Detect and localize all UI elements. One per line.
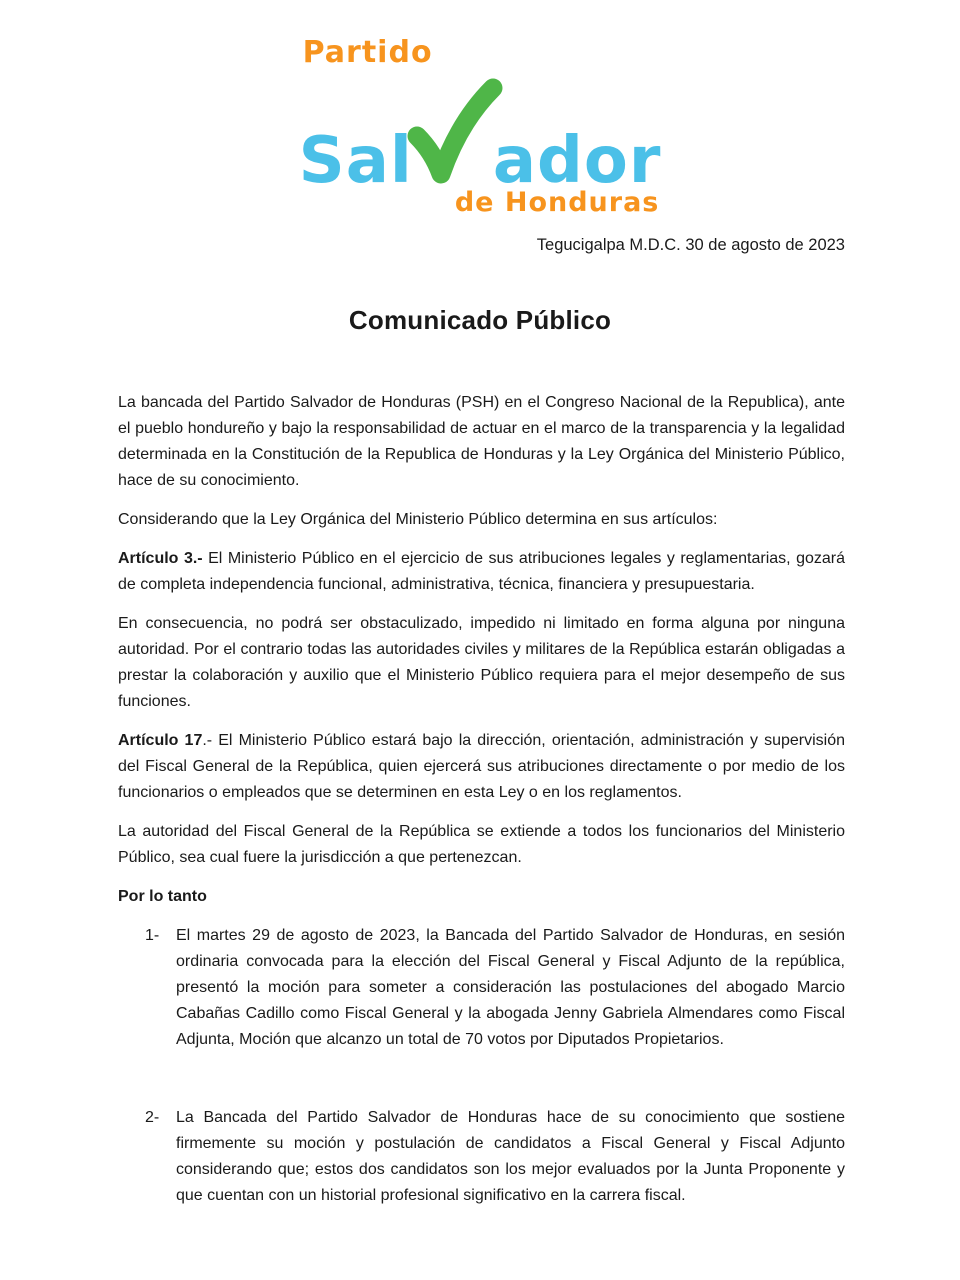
dateline: Tegucigalpa M.D.C. 30 de agosto de 2023 (536, 236, 845, 254)
paragraph-consecuencia: En consecuencia, no podrá ser obstaculizado, impedido ni limitado en forma alguna por ninguna autoridad. Por el contrario todas las autoridades civiles y militares de la República estarán obligadas a prestar la colaboración y auxilio que el Ministerio Público requiera para el mejor desempeño de sus funciones. (118, 615, 845, 710)
logo-salvador-post: ador (492, 124, 662, 198)
list-item-text: El martes 29 de agosto de 2023, la Bancada del Partido Salvador de Honduras, en sesión ordinaria convocada para la elección del Fiscal General y Fiscal Adjunto de la república, presentó la moción para someter a consideración las postulaciones del abogado Marcio Cabañas Cadillo como Fiscal General y la abogada Jenny Gabriela Almendares como Fiscal Adjunta, Moción que alcanzo un total de 70 votos por Diputados Propietarios. (176, 927, 845, 1048)
document-body (118, 390, 845, 1209)
list-item-number: 2- (145, 1109, 160, 1126)
list-item-text: La Bancada del Partido Salvador de Honduras hace de su conocimiento que sostiene firmemente su moción y postulación de candidatos a Fiscal General y Fiscal Adjunto considerando que; estos dos candidatos son los mejor evaluados por la Junta Proponente y que cuentan con un historial profesional significativo en la carrera fiscal. (176, 1109, 845, 1204)
articulo-17-label: Artículo 17 (118, 732, 203, 749)
paragraph-articulo-17 (118, 728, 845, 806)
articulo-3-label: Artículo 3.- (118, 550, 203, 567)
logo-salvador-text (298, 70, 662, 198)
articulo-17-text: .- El Ministerio Público estará bajo la dirección, orientación, administración y supervisión del Fiscal General de la República, quien ejercerá sus atribuciones directamente o por medio de los funcionarios o empleados que se determinen en esta Ley o en los reglamentos. (118, 732, 845, 801)
list-item-number: 1- (145, 927, 160, 944)
list-item (118, 923, 845, 1053)
numbered-list (118, 923, 845, 1209)
party-logo (298, 35, 662, 218)
logo-honduras-text: de Honduras (454, 187, 660, 218)
logo-salvador-pre: Sal (298, 124, 413, 198)
paragraph-autoridad: La autoridad del Fiscal General de la República se extiende a todos los funcionarios del Ministerio Público, sea cual fuere la jurisdicción a que pertenezcan. (118, 823, 845, 866)
list-item (118, 1105, 845, 1209)
page-title: Comunicado Público (348, 305, 612, 335)
paragraph-considerando: Considerando que la Ley Orgánica del Ministerio Público determina en sus artículos: (118, 511, 718, 528)
por-lo-tanto-heading: Por lo tanto (118, 888, 207, 905)
articulo-3-text: El Ministerio Público en el ejercicio de sus atribuciones legales y reglamentarias, gozará de completa independencia funcional, administrativa, técnica, financiera y presupuestaria. (118, 550, 846, 593)
paragraph-intro: La bancada del Partido Salvador de Honduras (PSH) en el Congreso Nacional de la Republica), ante el pueblo hondureño y bajo la responsabilidad de actuar en el marco de la transparencia y la legalidad determinada en la Constitución de la Republica de Honduras y la Ley Orgánica del Ministerio Público, hace de su conocimiento. (118, 394, 845, 489)
check-icon (405, 78, 505, 201)
paragraph-articulo-3 (118, 546, 845, 598)
logo-partido-text: Partido (302, 35, 433, 70)
